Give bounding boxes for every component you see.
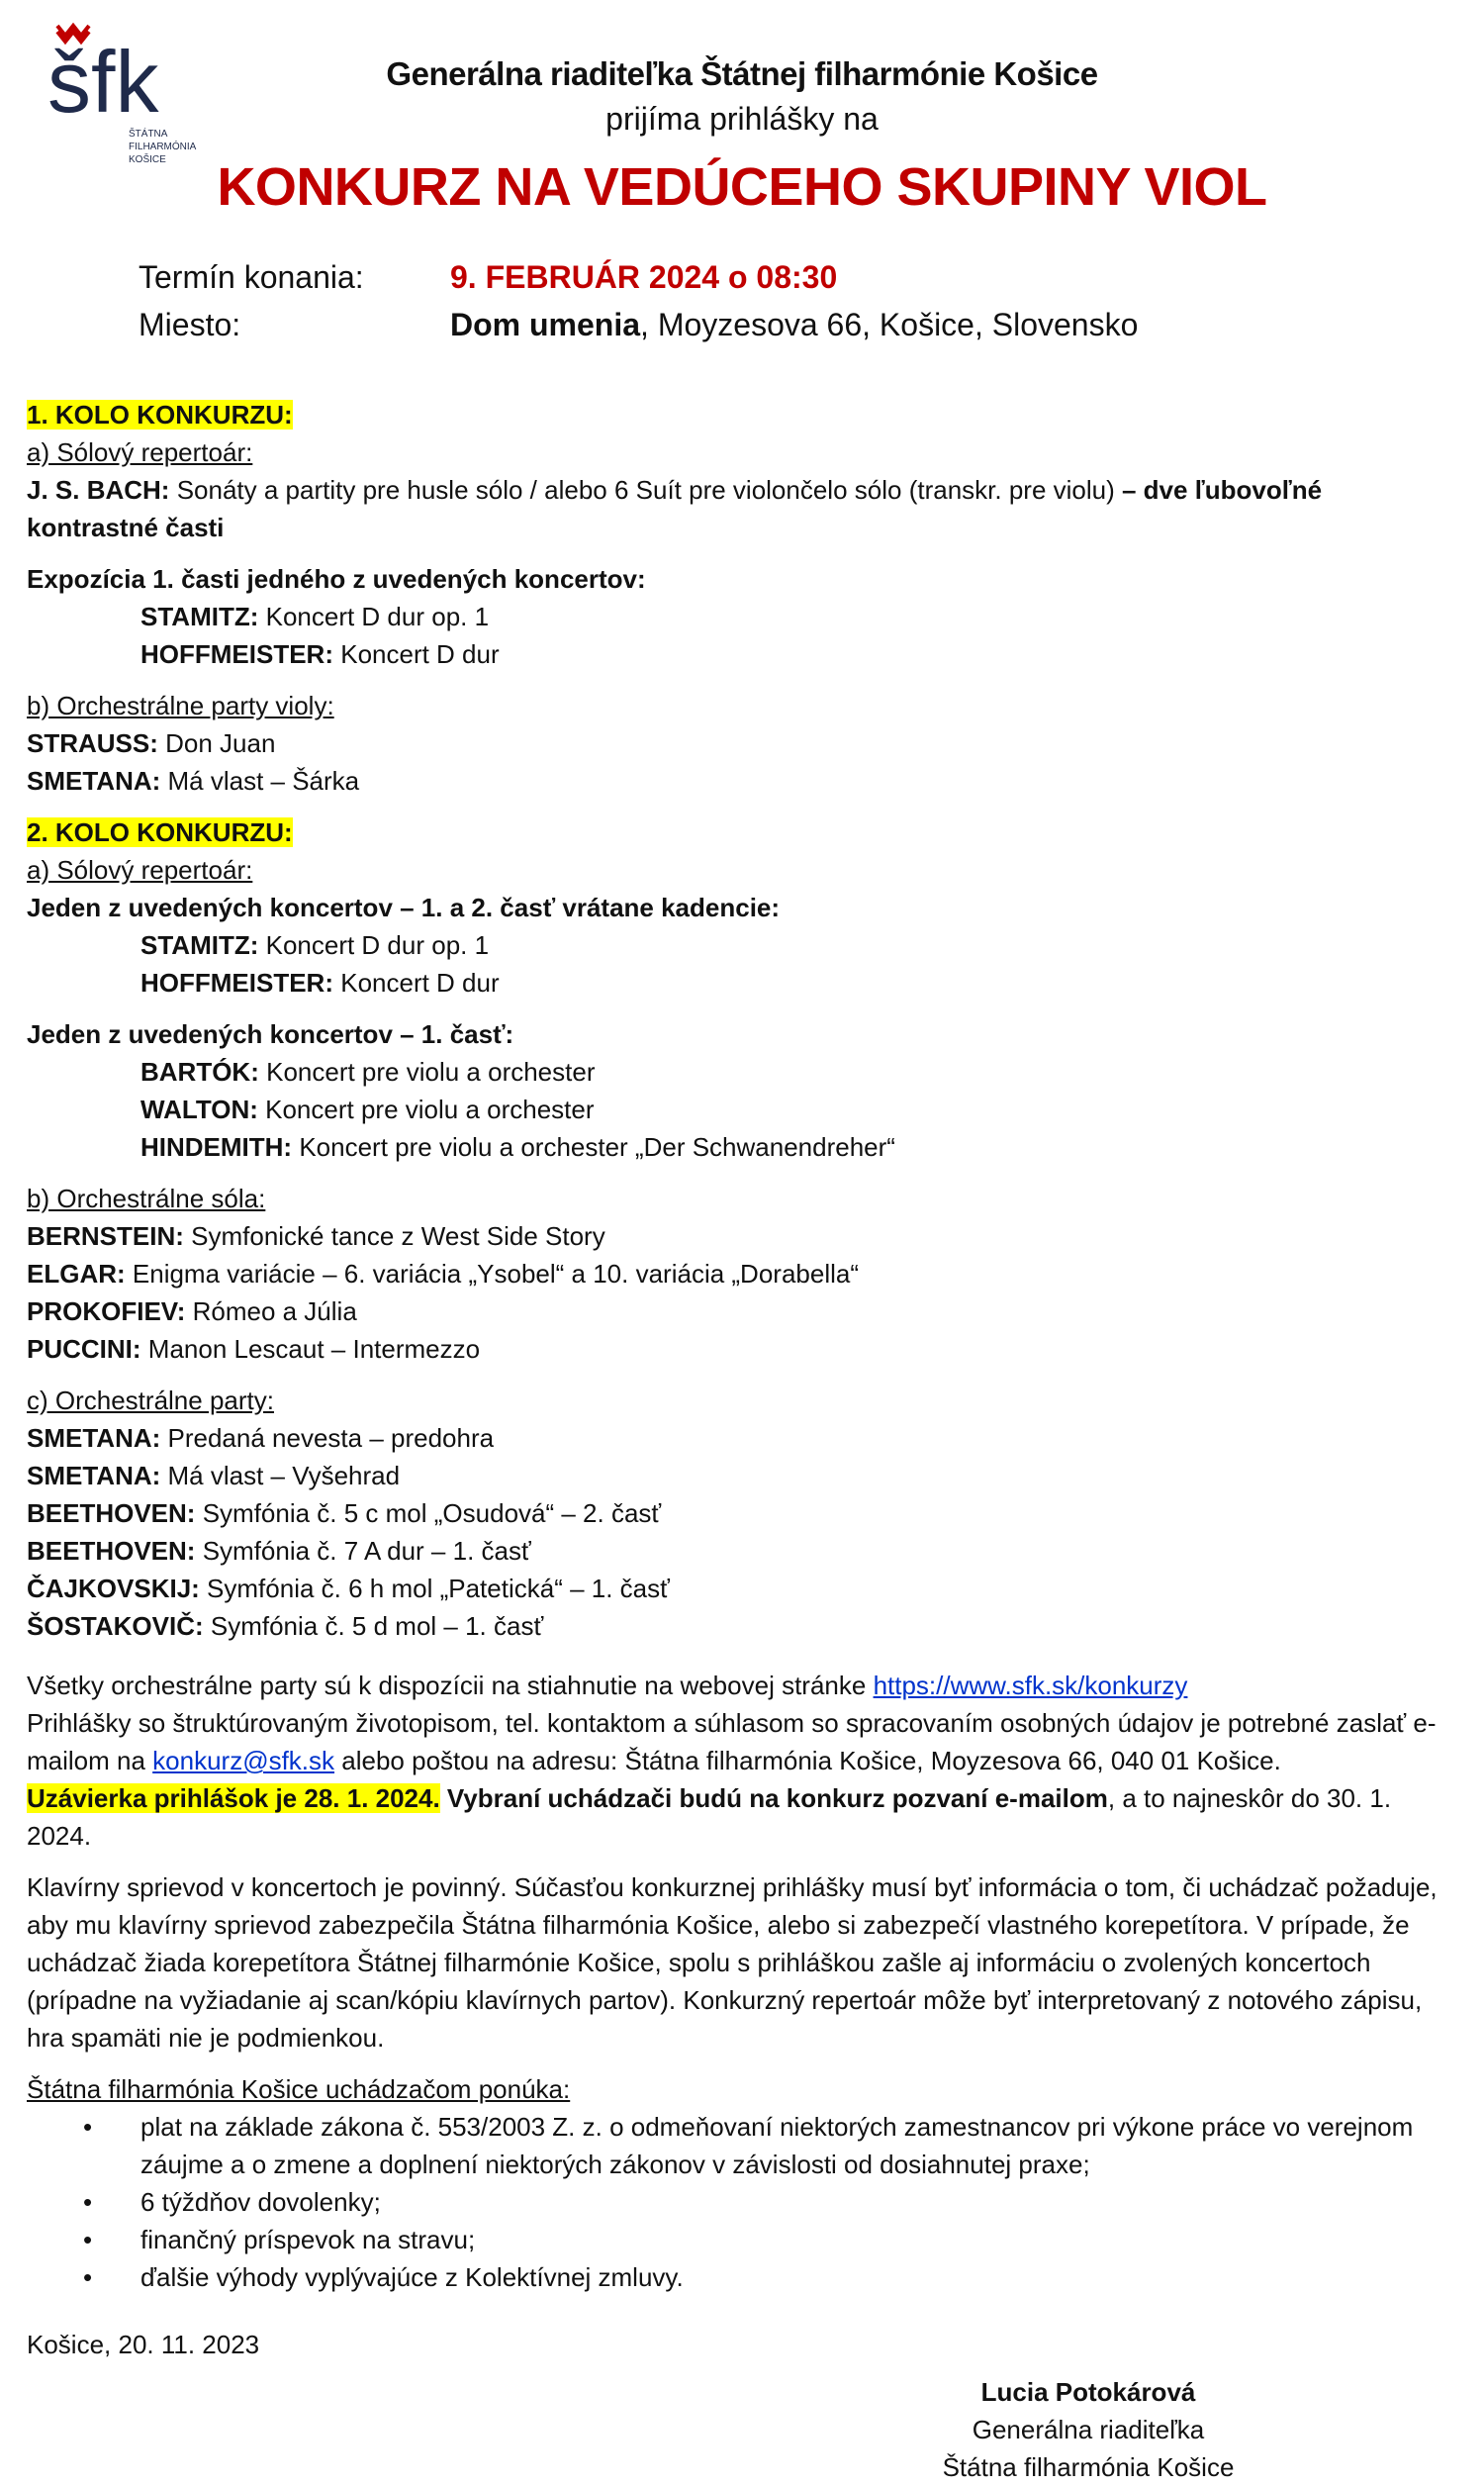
group1-title: Jeden z uvedených koncertov – 1. a 2. časť vrátane kadencie: xyxy=(27,893,781,922)
round2-a-label: a) Sólový repertoár: xyxy=(27,855,253,885)
bach-name: J. S. BACH: xyxy=(27,475,170,505)
bach-line xyxy=(27,471,1457,546)
round2-b-label: b) Orchestrálne sóla: xyxy=(27,1184,266,1213)
place-row xyxy=(139,307,1138,343)
bach-text: Sonáty a partity pre husle sólo / alebo 6 Suít pre violončelo sólo (transkr. pre violu) xyxy=(169,475,1115,505)
date-place: Košice, 20. 11. 2023 xyxy=(27,2330,260,2359)
list-item: ČAJKOVSKIJ: Symfónia č. 6 h mol „Patetická“ – 1. časť xyxy=(27,1574,670,1603)
signature-role: Generálna riaditeľka xyxy=(972,2415,1205,2444)
konkurzy-link[interactable]: https://www.sfk.sk/konkurzy xyxy=(873,1671,1188,1700)
expo-title: Expozícia 1. časti jedného z uvedených koncertov: xyxy=(27,564,646,594)
list-item: BARTÓK: Koncert pre violu a orchester xyxy=(140,1057,596,1087)
list-item: HOFFMEISTER: Koncert D dur xyxy=(140,639,500,669)
list-item: PROKOFIEV: Rómeo a Júlia xyxy=(27,1296,357,1326)
date-value: 9. FEBRUÁR 2024 o 08:30 xyxy=(450,259,838,295)
place-label: Miesto: xyxy=(139,307,241,342)
round2-section xyxy=(27,813,1457,1645)
list-item: SMETANA: Má vlast – Vyšehrad xyxy=(27,1461,401,1490)
list-item: SMETANA: Predaná nevesta – predohra xyxy=(27,1423,495,1453)
offer-list xyxy=(27,2108,1457,2296)
list-item: PUCCINI: Manon Lescaut – Intermezzo xyxy=(27,1334,481,1364)
list-item: BERNSTEIN: Symfonické tance z West Side Story xyxy=(27,1221,605,1251)
offer-title: Štátna filharmónia Košice uchádzačom ponúka: xyxy=(27,2074,571,2104)
signature-name: Lucia Potokárová xyxy=(980,2377,1196,2407)
round2-title: 2. KOLO KONKURZU: xyxy=(27,817,293,847)
list-item: • plat na základe zákona č. 553/2003 Z. z. o odmeňovaní niektorých zamestnancov pri výkone práce vo verejnom záujme a o zmene a doplnení niektorých zákonov v závislosti od dosiahnutej praxe; xyxy=(140,2108,1457,2183)
list-item: HOFFMEISTER: Koncert D dur xyxy=(140,968,500,998)
list-item: BEETHOVEN: Symfónia č. 7 A dur – 1. časť xyxy=(27,1536,531,1566)
place-address: , Moyzesova 66, Košice, Slovensko xyxy=(640,307,1139,342)
date-row xyxy=(139,259,837,296)
logo-brand-text: šfk xyxy=(47,33,159,131)
info-line-1: Všetky orchestrálne party sú k dispozícii na stiahnutie na webovej stránke xyxy=(27,1671,874,1700)
round1-section xyxy=(27,396,1457,800)
list-item: ŠOSTAKOVIČ: Symfónia č. 5 d mol – 1. časť xyxy=(27,1611,544,1641)
deadline-rest: , a to najneskôr do 30. 1. 2024. xyxy=(27,1783,1392,1851)
round2-c-label: c) Orchestrálne party: xyxy=(27,1386,274,1415)
page-title: KONKURZ NA VEDÚCEHO SKUPINY VIOL xyxy=(217,157,1267,217)
offer-section xyxy=(27,2070,1457,2296)
round1-a-label: a) Sólový repertoár: xyxy=(27,437,253,467)
list-item: • 6 týždňov dovolenky; xyxy=(140,2183,1457,2221)
list-item: ELGAR: Enigma variácie – 6. variácia „Ysobel“ a 10. variácia „Dorabella“ xyxy=(27,1259,860,1289)
document-body xyxy=(27,396,1457,2363)
group2-title: Jeden z uvedených koncertov – 1. časť: xyxy=(27,1019,514,1049)
list-item: STRAUSS: Don Juan xyxy=(27,728,276,758)
sfk-logo xyxy=(47,18,235,171)
list-item: STAMITZ: Koncert D dur op. 1 xyxy=(140,602,490,631)
place-venue: Dom umenia xyxy=(450,307,641,342)
info-line-2: Prihlášky so štruktúrovaným životopisom, tel. kontaktom a súhlasom so spracovaním osobných údajov je potrebné zaslať e-mailom na xyxy=(27,1708,1437,1775)
list-item: STAMITZ: Koncert D dur op. 1 xyxy=(140,930,490,960)
round1-title: 1. KOLO KONKURZU: xyxy=(27,400,293,430)
info-section xyxy=(27,1667,1457,1855)
list-item: SMETANA: Má vlast – Šárka xyxy=(27,766,360,796)
list-item: WALTON: Koncert pre violu a orchester xyxy=(140,1095,595,1124)
signature-block xyxy=(890,2373,1286,2486)
logo-line-3: KOŠICE xyxy=(129,154,166,165)
date-label: Termín konania: xyxy=(139,259,364,295)
email-link[interactable]: konkurz@sfk.sk xyxy=(152,1746,335,1775)
list-item: • finančný príspevok na stravu; xyxy=(140,2221,1457,2258)
bach-bold: – dve ľubovoľné kontrastné časti xyxy=(27,475,1323,542)
list-item: HINDEMITH: Koncert pre violu a orchester „Der Schwanendreher“ xyxy=(140,1132,895,1162)
info-line-2-rest: alebo poštou na adresu: Štátna filharmónia Košice, Moyzesova 66, 040 01 Košice. xyxy=(334,1746,1281,1775)
header-line-2: prijíma prihlášky na xyxy=(605,101,879,137)
signature-org: Štátna filharmónia Košice xyxy=(942,2452,1235,2482)
deadline-bold: Vybraní uchádzači budú na konkurz pozvaní e-mailom xyxy=(439,1783,1108,1813)
list-item: BEETHOVEN: Symfónia č. 5 c mol „Osudová“ – 2. časť xyxy=(27,1498,662,1528)
piano-paragraph: Klavírny sprievod v koncertoch je povinný. Súčasťou konkurznej prihlášky musí byť informácia o tom, či uchádzač požaduje, aby mu klavírny sprievod zabezpečila Štátna filharmónia Košice, alebo si zabezpečí vlastného korepetítora. V prípade, že uchádzač žiada korepetítora Štátnej filharmónie Košice, spolu s prihláškou zašle aj informáciu o zvolených koncertoch (prípadne na vyžiadanie aj scan/kópiu klavírnych partov). Konkurzný repertoár môže byť interpretovaný z notového zápisu, hra spamäti nie je podmienkou. xyxy=(27,1872,1438,2053)
header-line-1: Generálna riaditeľka Štátnej filharmónie Košice xyxy=(386,55,1098,92)
deadline-highlight: Uzávierka prihlášok je 28. 1. 2024. xyxy=(27,1783,440,1813)
logo-line-1: ŠTÁTNA xyxy=(129,129,168,140)
list-item: • ďalšie výhody vyplývajúce z Kolektívnej zmluvy. xyxy=(140,2258,1457,2296)
round1-b-label: b) Orchestrálne party violy: xyxy=(27,691,334,720)
logo-line-2: FILHARMÓNIA xyxy=(129,142,197,152)
